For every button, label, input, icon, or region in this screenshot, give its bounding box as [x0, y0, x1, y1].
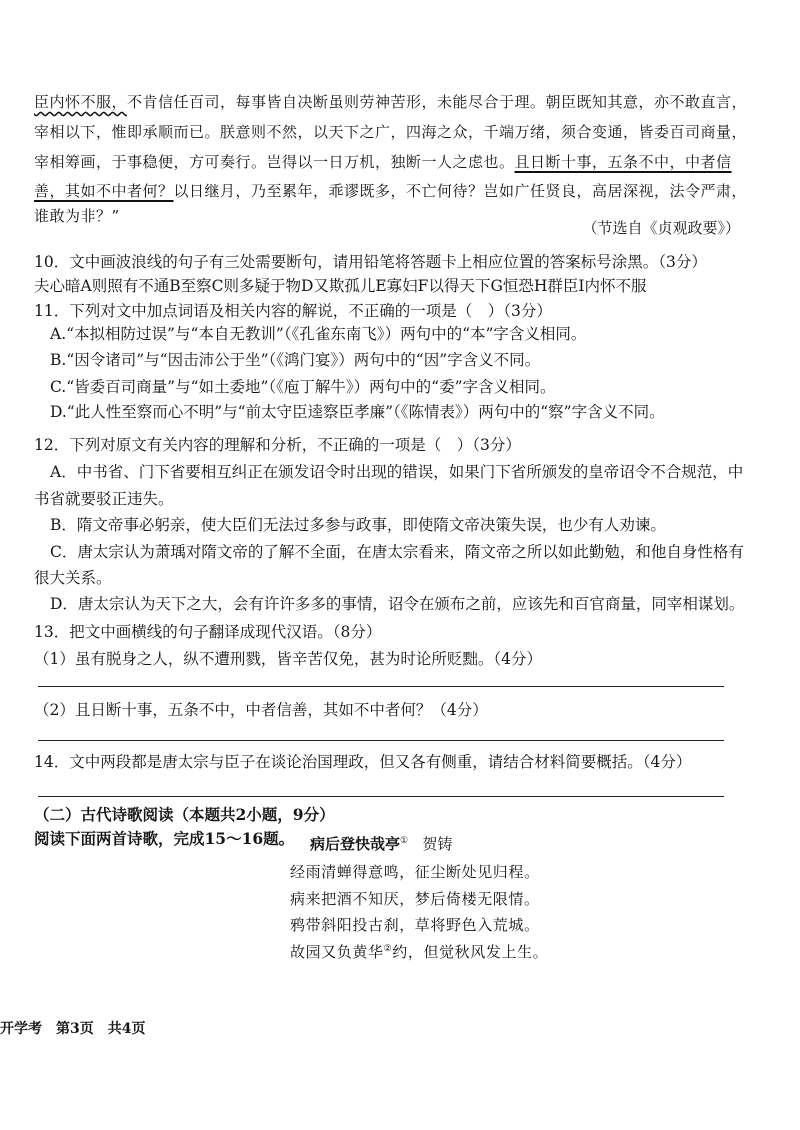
- question-12-option-a-cont: 书省就要驳正违失。: [34, 490, 174, 508]
- question-10-stem: 10．文中画波浪线的句子有三处需要断句，请用铅笔将答题卡上相应位置的答案标号涂黑。（3分）: [34, 253, 707, 271]
- wavy-underlined-text: 臣内怀不服，: [34, 93, 128, 111]
- poem-line-1: 经雨清蝉得意鸣，征尘断处见归程。: [290, 863, 540, 881]
- question-12-option-a: A．中书省、门下省要相互纠正在颁发诏令时出现的错误，如果门下省所颁发的皇帝诏令不合规范，中: [50, 463, 744, 481]
- footnote-marker: ②: [383, 944, 393, 954]
- question-11-option-d: D.“此人性至察而心不明”与“前太守臣逵察臣孝廉”（《陈情表》）两句中的“察”字含义不同。: [50, 403, 665, 421]
- footnote-marker: ①: [400, 836, 409, 846]
- question-13-sentence-2: （2）且日断十事，五条不中，中者信善，其如不中者何？（4分）: [34, 701, 488, 719]
- straight-underlined-text: 善，其如不中者何？: [34, 182, 174, 200]
- poem-title: 病后登快哉亭① 贺铸: [310, 835, 453, 853]
- answer-line: [38, 740, 724, 741]
- passage-source: （节选自《贞观政要》）: [582, 219, 740, 237]
- passage-line-4: [34, 181, 747, 201]
- answer-line: [38, 796, 724, 797]
- passage-text: 以日继月，乃至累年，乖谬既多，不亡何待？岂如广任贤良，高居深视，法令严肃，: [173, 182, 748, 200]
- poem-author: 贺铸: [422, 835, 453, 853]
- passage-text: 不肯信任百司，每事皆自决断虽则劳神苦形，未能尽合于理。朝臣既知其意，亦不敢直言，: [127, 93, 748, 111]
- question-14-stem: 14．文中两段都是唐太宗与臣子在谈论治国理政，但又各有侧重，请结合材料简要概括。（4分）: [34, 753, 692, 771]
- question-13-stem: 13．把文中画横线的句子翻译成现代汉语。（8分）: [34, 623, 382, 641]
- question-11-option-a: A.“本拟相防过误”与“本自无教训”（《孔雀东南飞》）两句中的“本”字含义相同。: [50, 325, 587, 343]
- question-12-stem: 12．下列对原文有关内容的理解和分析，不正确的一项是（ ）（3分）: [34, 436, 521, 454]
- passage-line-5: 谁敢为非？”: [34, 207, 120, 225]
- passage-line-1: [34, 92, 747, 112]
- poem-line-4: 故园又负黄华②约，但觉秋风发上生。: [290, 943, 549, 961]
- question-12-option-c: C．唐太宗认为萧瑀对隋文帝的了解不全面，在唐太宗看来，隋文帝之所以如此勤勉，和他自身性格有: [50, 543, 744, 561]
- question-11-option-c: C.“皆委百司商量”与“如土委地”（《庖丁解牛》）两句中的“委”字含义相同。: [50, 378, 556, 396]
- answer-line: [38, 686, 724, 687]
- poem-line-2: 病来把酒不知厌，梦后倚楼无限情。: [290, 890, 540, 908]
- question-10-options: 夫心暗A则照有不通B至察C则多疑于物D又欺孤儿E寡妇F以得天下G恒恐H群臣I内怀不服: [34, 277, 647, 295]
- question-12-option-d: D．唐太宗认为天下之大，会有许许多多的事情，诏令在颁布之前，应该先和百官商量，同宰相谋划。: [50, 595, 745, 613]
- poem-line-3: 鸦带斜阳投古刹，草将野色入荒城。: [290, 916, 540, 934]
- question-11-stem: 11．下列对文中加点词语及相关内容的解说，不正确的一项是（ ）（3分）: [34, 302, 552, 320]
- section-2-heading: （二）古代诗歌阅读（本题共2小题，9分）: [34, 805, 335, 824]
- section-2-instruction: 阅读下面两首诗歌，完成15～16题。: [34, 829, 295, 848]
- passage-line-3: [34, 152, 732, 172]
- question-12-option-c-cont: 很大关系。: [34, 569, 112, 587]
- page-footer: 开学考 第3页 共4页: [0, 1021, 146, 1037]
- straight-underlined-text: 且日断十事，五条不中，中者信: [514, 153, 732, 171]
- question-11-option-b: B.“因令诸司”与“因击沛公于坐”（《鸿门宴》）两句中的“因”字含义不同。: [50, 351, 541, 369]
- passage-line-2: 宰相以下，惟即承顺而已。朕意则不然，以天下之广，四海之众，千端万绪，须合变通，皆委百司商量，: [34, 123, 748, 141]
- question-13-sentence-1: （1）虽有脱身之人，纵不遭刑戮，皆辛苦仅免，甚为时论所贬黜。（4分）: [34, 650, 542, 668]
- question-12-option-b: B．隋文帝事必躬亲，使大臣们无法过多参与政事，即使隋文帝决策失误，也少有人劝谏。: [50, 516, 666, 534]
- passage-text: 宰相筹画，于事稳便，方可奏行。岂得以一日万机，独断一人之虑也。: [34, 153, 515, 171]
